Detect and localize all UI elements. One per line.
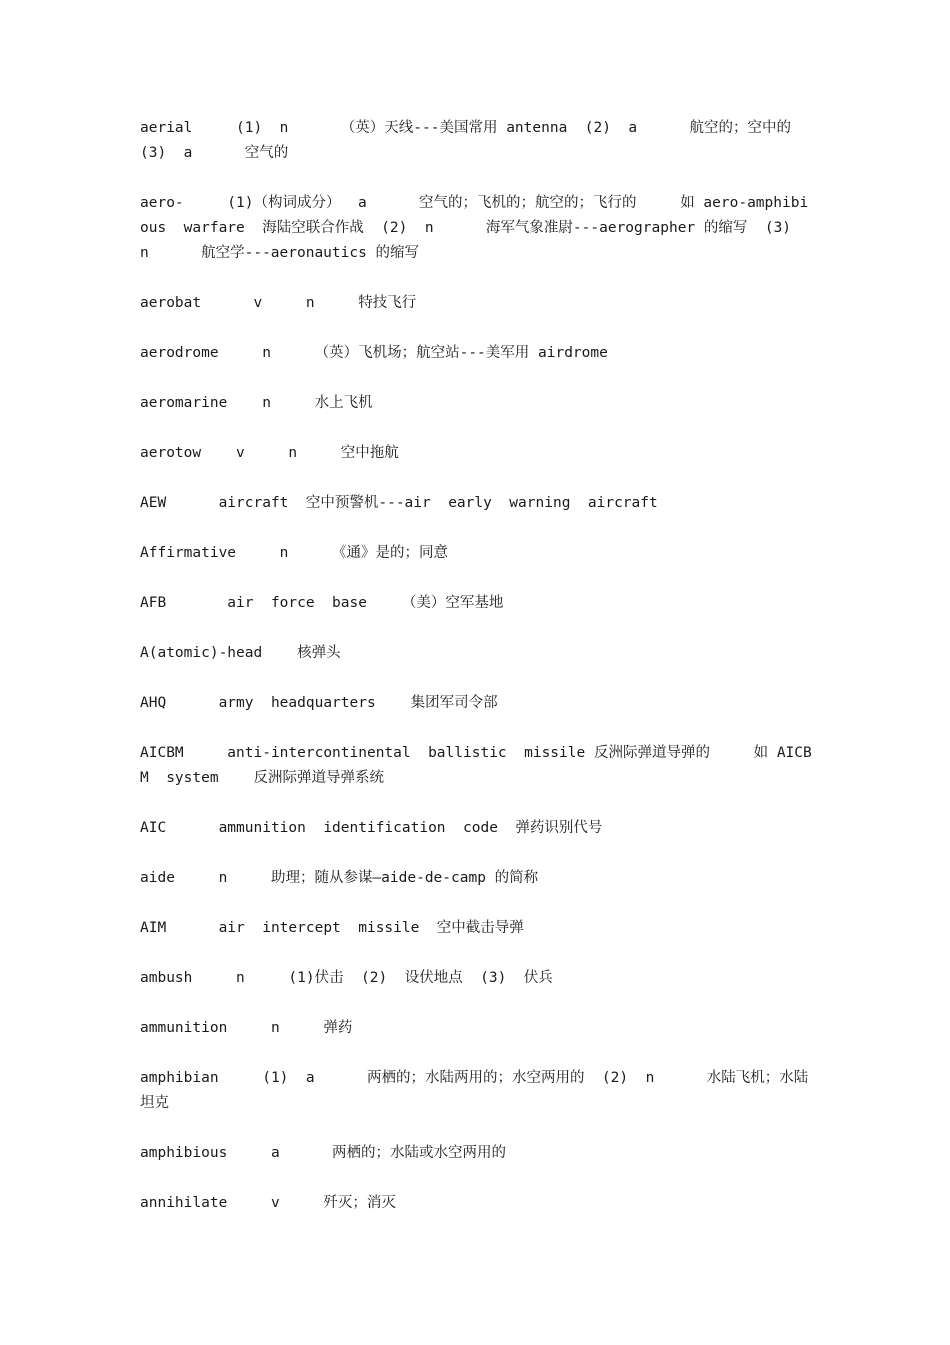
glossary-entry: aide n 助理；随从参谋—aide-de-camp 的简称 (140, 870, 539, 886)
glossary-entry: AHQ army headquarters 集团军司令部 (140, 695, 498, 711)
glossary-entry: Affirmative n 《通》是的；同意 (140, 545, 449, 561)
glossary-entry: aerobat v n 特技飞行 (140, 295, 417, 311)
glossary-entry: ammunition n 弹药 (140, 1020, 353, 1036)
glossary-entries (140, 116, 812, 1241)
glossary-entry: annihilate v 歼灭；消灭 (140, 1195, 396, 1211)
glossary-entry: aerotow v n 空中拖航 (140, 445, 399, 461)
glossary-entry: ambush n (1)伏击 (2) 设伏地点 (3) 伏兵 (140, 970, 553, 986)
glossary-entry: aerial (1) n （英）天线---美国常用 antenna (2) a 航空的；空中的 (3) a 空气的 (140, 120, 809, 161)
glossary-entry: AFB air force base （美）空军基地 (140, 595, 504, 611)
glossary-entry: aero- (1)（构词成分） a 空气的；飞机的；航空的；飞行的 如 aero-amphibious warfare 海陆空联合作战 (2) n 海军气象准尉---aerographer 的缩写 (3) n 航空学---aeronautics 的缩写 (140, 195, 809, 261)
glossary-entry: aeromarine n 水上飞机 (140, 395, 373, 411)
glossary-entry: AIC ammunition identification code 弹药识别代号 (140, 820, 603, 836)
glossary-entry: A(atomic)-head 核弹头 (140, 645, 341, 661)
glossary-entry: amphibious a 两栖的；水陆或水空两用的 (140, 1145, 507, 1161)
glossary-entry: amphibian (1) a 两栖的；水陆两用的；水空两用的 (2) n 水陆飞机；水陆坦克 (140, 1070, 809, 1111)
glossary-entry: aerodrome n （英）飞机场；航空站---美军用 airdrome (140, 345, 608, 361)
glossary-entry: AICBM anti-intercontinental ballistic missile 反洲际弹道导弹的 如 AICBM system 反洲际弹道导弹系统 (140, 745, 812, 786)
glossary-entry: AIM air intercept missile 空中截击导弹 (140, 920, 524, 936)
glossary-entry: AEW aircraft 空中预警机---air early warning aircraft (140, 495, 658, 511)
